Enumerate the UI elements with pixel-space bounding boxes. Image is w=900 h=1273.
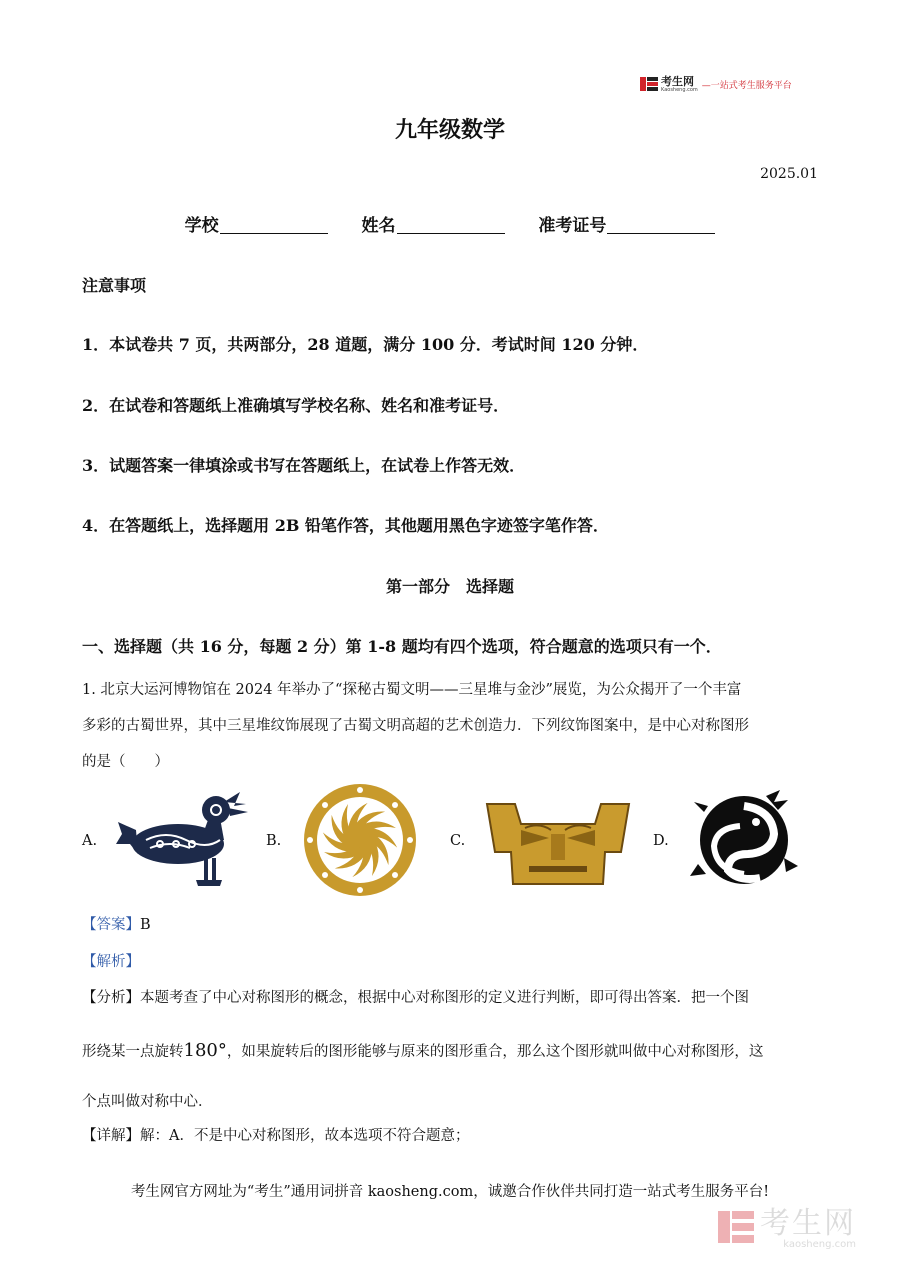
bird-pattern-icon[interactable] bbox=[116, 782, 250, 896]
notice-heading: 注意事项 bbox=[82, 276, 147, 295]
kaosheng-logo[interactable] bbox=[640, 74, 792, 94]
footer-note: 考生网官方网址为“考生”通用词拼音 kaosheng.com，诚邀合作伙伴共同打造一站式考生服务平台! bbox=[130, 1184, 770, 1200]
fenxi-text-2a: 形绕某一点旋转 bbox=[82, 1044, 184, 1060]
exam-date: 2025.01 bbox=[760, 166, 818, 182]
rotation-degree: 180° bbox=[183, 1040, 227, 1061]
option-d-label[interactable]: D. bbox=[653, 833, 669, 849]
logo-en: Kaosheng.com bbox=[661, 86, 698, 93]
kaosheng-logo-icon bbox=[640, 75, 658, 93]
question-1-text bbox=[82, 672, 822, 780]
question-1-line-1: 1. 北京大运河博物馆在 2024 年举办了“探秘古蜀文明——三星堆与金沙”展览，为公众揭开了一个丰富 bbox=[82, 682, 742, 698]
part-title: 第一部分 选择题 bbox=[385, 577, 514, 596]
option-c-label[interactable]: C. bbox=[450, 833, 466, 849]
section-heading: 一、选择题（共 16 分，每题 2 分）第 1-8 题均有四个选项，符合题意的选项只有一个． bbox=[82, 637, 722, 656]
question-1-line-2: 多彩的古蜀世界，其中三星堆纹饰展现了古蜀文明高超的艺术创造力．下列纹饰图案中，是中心对称图形 bbox=[82, 718, 749, 734]
name-blank[interactable] bbox=[397, 217, 505, 234]
logo-cn: 考生网 bbox=[661, 74, 694, 88]
dragon-pattern-icon[interactable] bbox=[688, 788, 800, 894]
name-label: 姓名 bbox=[361, 216, 396, 236]
notice-item-1: 1．本试卷共 7 页，共两部分，28 道题，满分 100 分．考试时间 120 分钟． bbox=[82, 335, 649, 354]
detail-tag: 【详解】 bbox=[82, 1128, 140, 1144]
sun-disc-icon[interactable] bbox=[302, 782, 418, 902]
fenxi-text-2b: ，如果旋转后的图形能够与原来的图形重合，那么这个图形就叫做中心对称图形，这 bbox=[226, 1044, 764, 1060]
bronze-mask-icon[interactable] bbox=[485, 800, 631, 894]
fenxi-text-1: 本题考查了中心对称图形的概念，根据中心对称图形的定义进行判断，即可得出答案．把一个图 bbox=[140, 990, 749, 1006]
answer-value: B bbox=[140, 917, 151, 933]
detail-text: 解：A．不是中心对称图形，故本选项不符合题意； bbox=[140, 1128, 470, 1144]
school-label: 学校 bbox=[184, 216, 219, 236]
analysis-tag: 【解析】 bbox=[82, 954, 140, 970]
watermark-logo-icon bbox=[718, 1207, 754, 1251]
page-title: 九年级数学 bbox=[394, 117, 505, 143]
option-b-label[interactable]: B. bbox=[266, 833, 282, 849]
notice-item-4: 4．在答题纸上，选择题用 2B 铅笔作答，其他题用黑色字迹签字笔作答． bbox=[82, 516, 609, 535]
answer-line bbox=[82, 913, 822, 934]
analysis-tag-line bbox=[82, 950, 822, 971]
detail-line bbox=[82, 1124, 822, 1145]
option-a-label[interactable]: A. bbox=[82, 833, 98, 849]
question-1-line-3: 的是（ ） bbox=[82, 754, 169, 770]
exam-id-blank[interactable] bbox=[607, 217, 715, 234]
notice-item-3: 3．试题答案一律填涂或书写在答题纸上，在试卷上作答无效． bbox=[82, 456, 526, 475]
exam-id-label: 准考证号 bbox=[538, 216, 607, 236]
watermark-cn: 考生网 bbox=[760, 1205, 856, 1241]
fenxi-tag: 【分析】 bbox=[82, 990, 140, 1006]
fenxi-line-1 bbox=[82, 986, 822, 1007]
kaosheng-watermark bbox=[718, 1207, 856, 1251]
school-blank[interactable] bbox=[220, 217, 328, 234]
answer-tag: 【答案】 bbox=[82, 917, 140, 933]
fenxi-line-2 bbox=[82, 1040, 822, 1061]
fenxi-line-3: 个点叫做对称中心． bbox=[82, 1094, 213, 1110]
notice-item-2: 2．在试卷和答题纸上准确填写学校名称、姓名和准考证号． bbox=[82, 396, 510, 415]
student-info-row bbox=[0, 211, 900, 236]
logo-slogan: —一站式考生服务平台 bbox=[701, 80, 792, 91]
watermark-en: kaosheng.com bbox=[783, 1238, 856, 1250]
